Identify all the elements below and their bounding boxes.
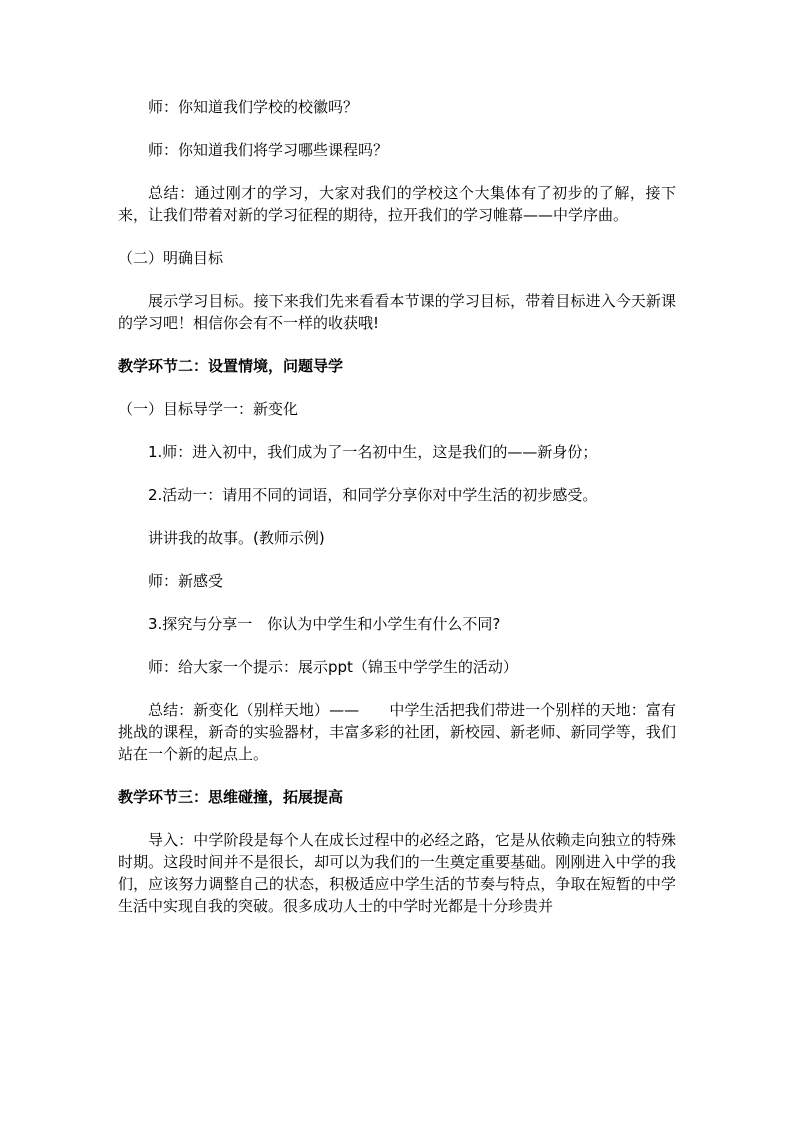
paragraph-summary-intro: 总结：通过刚才的学习，大家对我们的学校这个大集体有了初步的了解，接下来，让我们带着对新的学习征程的期待，拉开我们的学习帷幕——中学序曲。	[118, 184, 676, 224]
paragraph-new-feelings: 师：新感受	[148, 572, 224, 590]
paragraph-summary-new-changes: 总结：新变化（别样天地）—— 中学生活把我们带进一个别样的天地：富有挑战的课程，新奇的实验器材，丰富多彩的社团，新校园、新老师、新同学等，我们站在一个新的起点上。	[118, 701, 676, 763]
paragraph-teacher-question-badge: 师：你知道我们学校的校徽吗？	[148, 98, 359, 116]
paragraph-tell-story: 讲讲我的故事。(教师示例)	[148, 529, 325, 547]
paragraph-introduction: 导入：中学阶段是每个人在成长过程中的必经之路，它是从依赖走向独立的特殊时期。这段时间并不是很长，却可以为我们的一生奠定重要基础。刚刚进入中学的我们，应该努力调整自己的状态，积极适应中学生活的节奏与特点，争取在短暂的中学生活中实现自我的突破。很多成功人士的中学时光都是十分珍贵并	[118, 831, 676, 915]
section-heading-teaching-step-three: 教学环节三：思维碰撞，拓展提高	[118, 788, 344, 806]
paragraph-hint: 师：给大家一个提示：展示ppt（锦玉中学学生的活动）	[148, 658, 518, 676]
paragraph-teacher-question-courses: 师：你知道我们将学习哪些课程吗？	[148, 141, 389, 159]
subheading-clear-goals: （二）明确目标	[118, 249, 224, 267]
paragraph-item-three: 3.探究与分享一 你认为中学生和小学生有什么不同?	[148, 615, 501, 633]
document-body	[118, 96, 676, 917]
paragraph-item-two: 2.活动一：请用不同的词语，和同学分享你对中学生活的初步感受。	[148, 486, 598, 504]
paragraph-show-goals: 展示学习目标。接下来我们先来看看本节课的学习目标，带着目标进入今天新课的学习吧！相信你会有不一样的收获哦!	[118, 292, 676, 332]
paragraph-item-one: 1.师：进入初中，我们成为了一名初中生，这是我们的——新身份；	[148, 443, 598, 461]
section-heading-teaching-step-two: 教学环节二：设置情境，问题导学	[118, 357, 344, 375]
subheading-goal-one-new-changes: （一）目标导学一：新变化	[118, 400, 299, 418]
